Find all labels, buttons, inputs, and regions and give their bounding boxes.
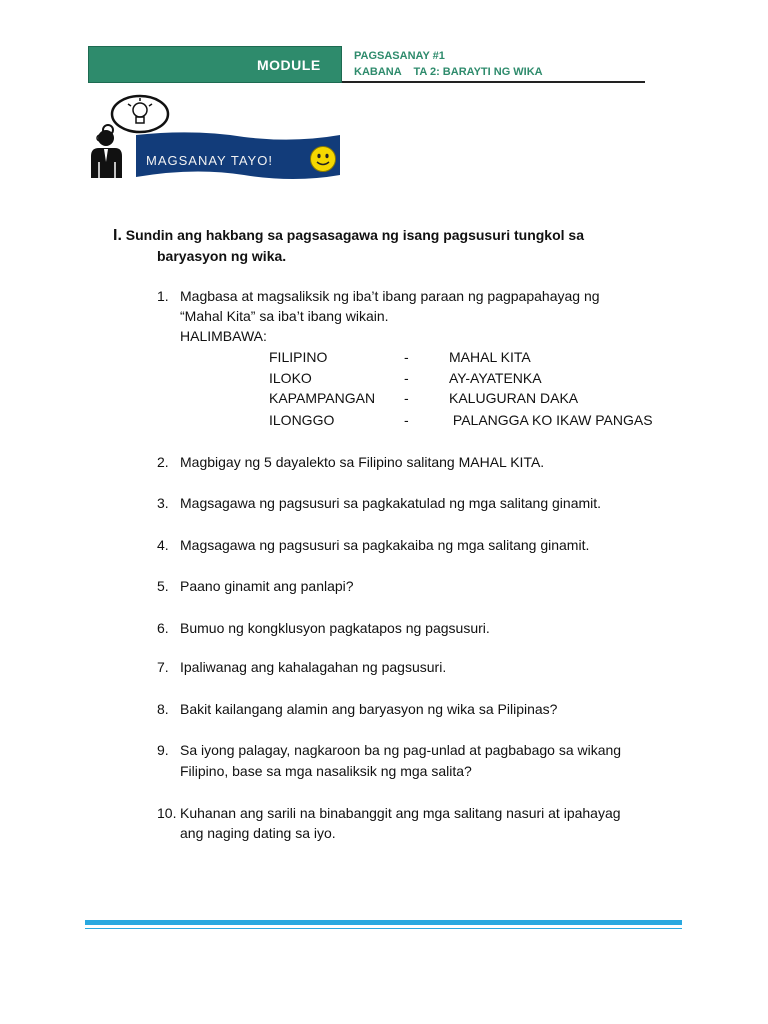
item-number: 6. xyxy=(157,620,169,636)
example-language: KAPAMPANGAN xyxy=(269,390,376,406)
practice-label: PAGSASANAY #1 xyxy=(354,50,445,62)
item-text-line: “Mahal Kita” sa iba’t ibang wikain. xyxy=(180,308,389,324)
example-language: ILOKO xyxy=(269,370,312,386)
example-translation: AY-AYATENKA xyxy=(449,370,542,386)
section-instruction-line2: baryasyon ng wika. xyxy=(157,248,287,264)
smiley-icon xyxy=(309,145,337,173)
footer-rule xyxy=(85,920,682,925)
example-translation: PALANGGA KO IKAW PANGAS xyxy=(449,412,653,428)
footer-rule-thin xyxy=(85,928,682,929)
item-number: 3. xyxy=(157,495,169,511)
section-roman-numeral: I. xyxy=(113,227,122,244)
item-text-line: Magsagawa ng pagsusuri sa pagkakaiba ng mga salitang ginamit. xyxy=(180,537,590,553)
banner-title: MAGSANAY TAYO! xyxy=(146,153,273,168)
module-header-info xyxy=(342,46,645,83)
example-dash: - xyxy=(404,412,409,428)
person-icon xyxy=(89,128,125,180)
module-header-bar xyxy=(88,46,342,83)
item-text-line: Bakit kailangang alamin ang baryasyon ng wika sa Pilipinas? xyxy=(180,701,558,717)
item-text-line: HALIMBAWA: xyxy=(180,328,267,344)
item-text-line: Paano ginamit ang panlapi? xyxy=(180,578,354,594)
item-text-line: Bumuo ng kongklusyon pagkatapos ng pagsusuri. xyxy=(180,620,490,636)
item-text-line: Magbasa at magsaliksik ng iba’t ibang paraan ng pagpapahayag ng xyxy=(180,288,600,304)
item-text-line: Filipino, base sa mga nasaliksik ng mga salita? xyxy=(180,763,472,779)
example-language: FILIPINO xyxy=(269,349,328,365)
chapter-label: KABANA TA 2: BARAYTI NG WIKA xyxy=(354,66,543,78)
section-instruction xyxy=(113,225,633,267)
example-dash: - xyxy=(404,390,409,406)
item-text-line: Ipaliwanag ang kahalagahan ng pagsusuri. xyxy=(180,659,447,675)
example-language: ILONGGO xyxy=(269,412,335,428)
item-number: 8. xyxy=(157,701,169,717)
item-text-line: Magsagawa ng pagsusuri sa pagkakatulad ng mga salitang ginamit. xyxy=(180,495,602,511)
section-instruction-line1: Sundin ang hakbang sa pagsasagawa ng isang pagsusuri tungkol sa xyxy=(125,227,584,243)
item-number: 1. xyxy=(157,288,169,304)
module-label: MODULE xyxy=(257,57,321,73)
example-translation: KALUGURAN DAKA xyxy=(449,390,579,406)
item-text-line: Kuhanan ang sarili na binabanggit ang mga salitang nasuri at ipahayag xyxy=(180,805,621,821)
item-number: 7. xyxy=(157,659,169,675)
example-dash: - xyxy=(404,349,409,365)
item-number: 5. xyxy=(157,578,169,594)
item-text-line: Magbigay ng 5 dayalekto sa Filipino salitang MAHAL KITA. xyxy=(180,454,545,470)
item-text-line: ang naging dating sa iyo. xyxy=(180,825,336,841)
example-translation: MAHAL KITA xyxy=(449,349,531,365)
item-number: 2. xyxy=(157,454,169,470)
item-number: 4. xyxy=(157,537,169,553)
item-number: 10. xyxy=(157,805,177,821)
example-dash: - xyxy=(404,370,409,386)
item-text-line: Sa iyong palagay, nagkaroon ba ng pag-unlad at pagbabago sa wikang xyxy=(180,742,622,758)
item-number: 9. xyxy=(157,742,169,758)
